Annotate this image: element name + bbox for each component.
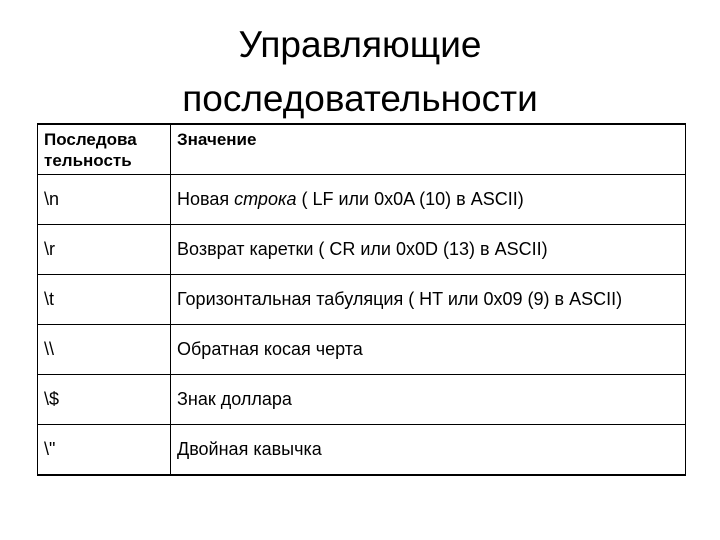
slide-title-line-1: Управляющие [238, 24, 482, 65]
sequence-cell: \r [38, 224, 171, 274]
table-row [38, 224, 686, 274]
table-row [38, 274, 686, 324]
sequence-cell: \n [38, 174, 171, 224]
sequence-cell: \t [38, 274, 171, 324]
table-row [38, 174, 686, 224]
sequence-column-header [38, 124, 171, 174]
meaning-cell: Возврат каретки ( CR или 0x0D (13) в ASCII) [171, 224, 686, 274]
slide-title [0, 18, 720, 126]
sequence-cell: \\ [38, 324, 171, 374]
meaning-cell [171, 174, 686, 224]
table-row [38, 374, 686, 424]
meaning-cell: Горизонтальная табуляция ( HT или 0x09 (9) в ASCII) [171, 274, 686, 324]
meaning-cell: Двойная кавычка [171, 424, 686, 475]
table-row [38, 324, 686, 374]
sequence-cell: \$ [38, 374, 171, 424]
escape-sequences-table [37, 123, 686, 476]
meaning-column-header: Значение [171, 124, 686, 174]
meaning-emphasis: строка [234, 188, 297, 209]
sequence-header-line-2: тельность [44, 151, 132, 170]
sequence-header-line-1: Последова [44, 130, 137, 149]
meaning-text: ( LF или 0x0A (10) в ASCII) [296, 188, 524, 209]
table-header-row [38, 124, 686, 174]
slide-title-line-2: последовательности [182, 78, 538, 119]
table-row [38, 424, 686, 475]
meaning-cell: Обратная косая черта [171, 324, 686, 374]
meaning-cell: Знак доллара [171, 374, 686, 424]
sequence-cell: \" [38, 424, 171, 475]
meaning-text: Новая [177, 188, 235, 209]
